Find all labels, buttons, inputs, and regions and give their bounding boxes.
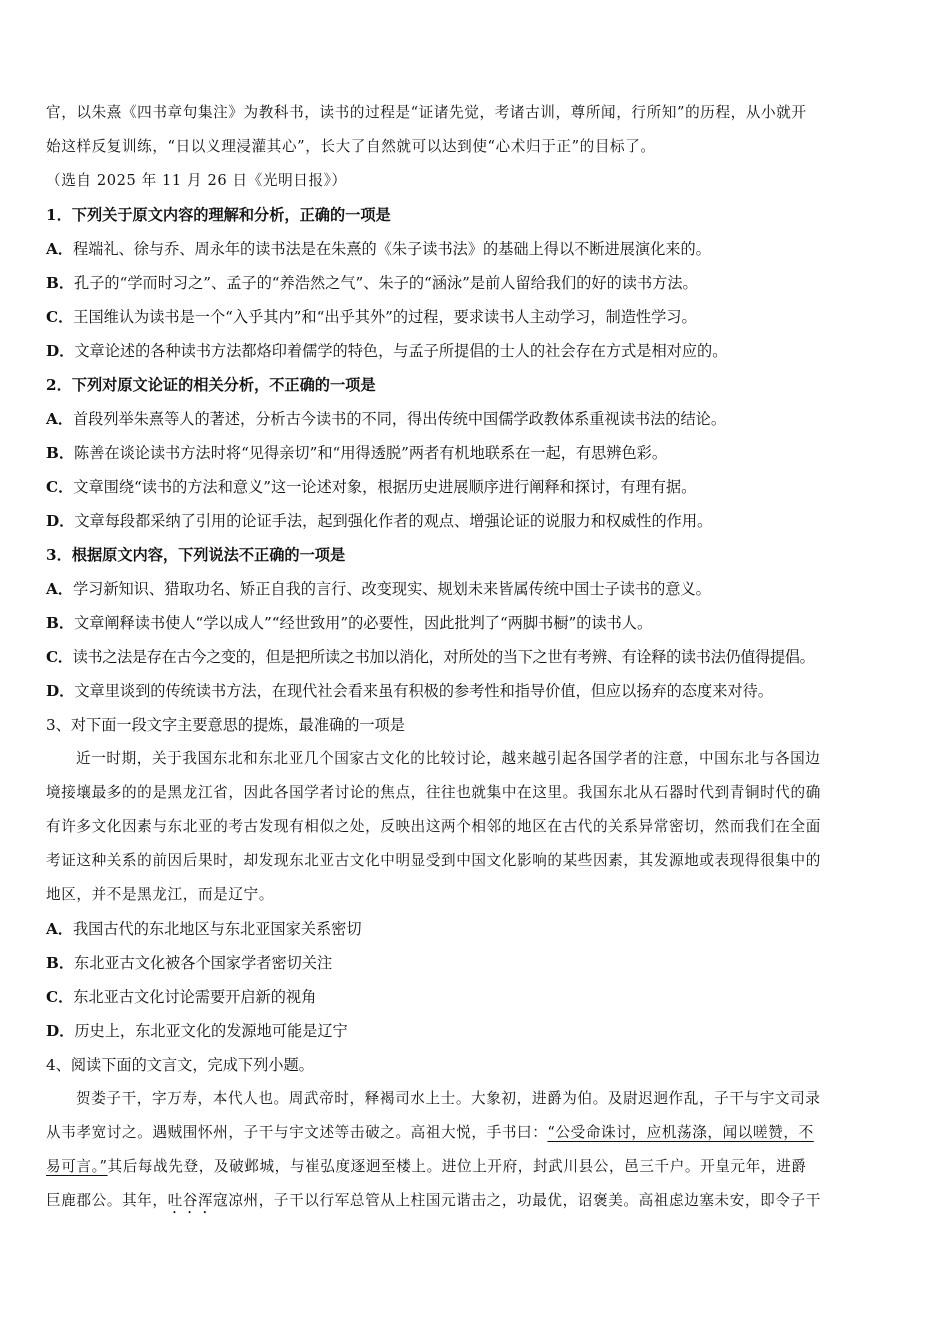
option-text: 王国维认为读书是一个“入乎其内”和“出乎其外”的过程，要求读书人主动学习，制造性学习。 [73,308,697,326]
option-key: C． [46,648,73,666]
option-key: D． [46,682,75,700]
option-key: C． [46,988,74,1006]
option-text: 东北亚古文化被各个国家学者密切关注 [74,954,333,972]
passage-line: 境接壤最多的的是黑龙江省，因此各国学者讨论的焦点，往往也就集中在这里。我国东北从石器时代到青铜时代的确 [46,784,821,801]
option-text: 文章围绕“读书的方法和意义”这一论述对象，根据历史进展顺序进行阐释和探讨，有理有据。 [73,478,697,496]
option-text: 东北亚古文化讨论需要开启新的视角 [73,988,317,1006]
underlined-quote: “公受命诛讨，应机荡涤，闻以嗟赞，不 [547,1124,814,1141]
question-2-option-c[interactable] [46,470,906,504]
passage-text: 其后每战先登，及破邺城，与崔弘度逐迥至楼上。进位上开府，封武川县公，邑三千户。开皇元年，进爵 [107,1158,807,1175]
question-3b-option-c[interactable] [46,980,906,1014]
option-key: D． [46,512,75,530]
option-key: C． [46,308,74,326]
passage-line [46,1116,906,1150]
question-3-option-d[interactable] [46,674,906,708]
question-2-option-a[interactable] [46,402,906,436]
question-3b-option-b[interactable] [46,946,906,980]
question-2-stem: 2．下列对原文论证的相关分析，不正确的一项是 [46,376,376,394]
option-key: A． [46,920,73,938]
option-key: D． [46,342,75,360]
question-3-stem: 3．根据原文内容，下列说法不正确的一项是 [46,546,346,564]
option-text: 我国古代的东北地区与东北亚国家关系密切 [72,920,362,938]
option-text: 孔子的“学而时习之”、孟子的“养浩然之气”、朱子的“涵泳”是前人留给我们的好的读书方法。 [74,274,698,292]
option-text: 程端礼、徐与乔、周永年的读书法是在朱熹的《朱子读书法》的基础上得以不断进展演化来的。 [72,240,711,258]
passage-line: 有许多文化因素与东北亚的考古发现有相似之处，反映出这两个相邻的地区在古代的关系异常密切，然而我们在全面 [46,818,821,835]
question-1-option-d[interactable] [46,334,906,368]
option-text: 历史上，东北亚文化的发源地可能是辽宁 [74,1022,348,1040]
question-1-option-a[interactable] [46,232,906,266]
passage-line: 考证这种关系的前因后果时，却发现东北亚古文化中明显受到中国文化影响的某些因素，其发源地或表现得很集中的 [46,852,821,869]
option-key: B． [46,954,75,972]
passage-text: 从韦孝宽讨之。遇贼围怀州，子干与宇文述等击破之。高祖大悦，手书曰： [46,1124,548,1141]
question-3-option-a[interactable] [46,572,906,606]
passage-line [46,1150,906,1184]
question-1-option-b[interactable] [46,266,906,300]
question-3b-option-a[interactable] [46,912,906,946]
option-key: B． [46,274,75,292]
option-text: 首段列举朱熹等人的著述，分析古今读书的不同，得出传统中国儒学政教体系重视读书法的结论。 [72,410,727,428]
question-3b-stem: 3、对下面一段文字主要意思的提炼，最准确的一项是 [46,716,405,734]
option-text: 文章里谈到的传统读书方法，在现代社会看来虽有积极的参考性和指导价值，但应以扬弃的态度来对待。 [74,682,773,700]
passage-text: 巨鹿郡公。其年， [46,1192,168,1209]
dotted-term: 吐谷浑 [167,1192,214,1209]
document-page [46,96,906,1218]
passage-line: 地区，并不是黑龙江，而是辽宁。 [46,886,274,903]
option-text: 文章每段都采纳了引用的论证手法，起到强化作者的观点、增强论证的说服力和权威性的作用。 [74,512,713,530]
question-3-option-c[interactable] [46,640,906,674]
option-text: 文章论述的各种读书方法都烙印着儒学的特色，与孟子所提倡的士人的社会存在方式是相对应的。 [74,342,728,360]
passage-line: 近一时期，关于我国东北和东北亚几个国家古文化的比较讨论，越来越引起各国学者的注意，中国东北与各国边 [76,750,821,767]
option-key: B． [46,444,75,462]
question-4-stem: 4、阅读下面的文言文，完成下列小题。 [46,1056,314,1074]
passage-line: 官，以朱熹《四书章句集注》为教科书，读书的过程是“证诸先觉，考诸古训，尊所闻，行所知”的历程，从小就开 [46,104,807,121]
passage-text: 寇凉州，子干以行军总管从上柱国元谐击之，功最优，诏褒美。高祖虑边塞未安，即令子干 [213,1192,821,1209]
question-1-stem: 1．下列关于原文内容的理解和分析，正确的一项是 [46,206,391,224]
option-key: A． [46,410,73,428]
option-key: B． [46,614,75,632]
option-key: A． [46,580,73,598]
passage-line: 贺娄子干，字万寿，本代人也。周武帝时，释褐司水上士。大象初，进爵为伯。及尉迟迥作乱，子干与宇文司录 [76,1090,821,1107]
option-key: A． [46,240,73,258]
option-text: 学习新知识、猎取功名、矫正自我的言行、改变现实、规划未来皆属传统中国士子读书的意义。 [72,580,711,598]
question-3-option-b[interactable] [46,606,906,640]
option-text: 陈善在谈论读书方法时将“见得亲切”和“用得透脱”两者有机地联系在一起，有思辨色彩。 [74,444,668,462]
passage-line [46,1184,906,1218]
passage-line: 始这样反复训练，“日以义理浸灌其心”，长大了自然就可以达到使“心术归于正”的目标了。 [46,138,656,155]
source-citation: （选自 2025 年 11 月 26 日《光明日报》） [46,172,347,189]
option-text: 文章阐释读书使人“学以成人”“经世致用”的必要性，因此批判了“两脚书橱”的读书人。 [74,614,653,632]
question-2-option-d[interactable] [46,504,906,538]
option-text: 读书之法是存在古今之变的，但是把所读之书加以消化，对所处的当下之世有考辨、有诠释的读书法仍值得提倡。 [72,648,815,666]
question-3b-option-d[interactable] [46,1014,906,1048]
question-1-option-c[interactable] [46,300,906,334]
option-key: C． [46,478,74,496]
underlined-quote: 易可言。” [46,1158,108,1175]
question-2-option-b[interactable] [46,436,906,470]
option-key: D． [46,1022,75,1040]
